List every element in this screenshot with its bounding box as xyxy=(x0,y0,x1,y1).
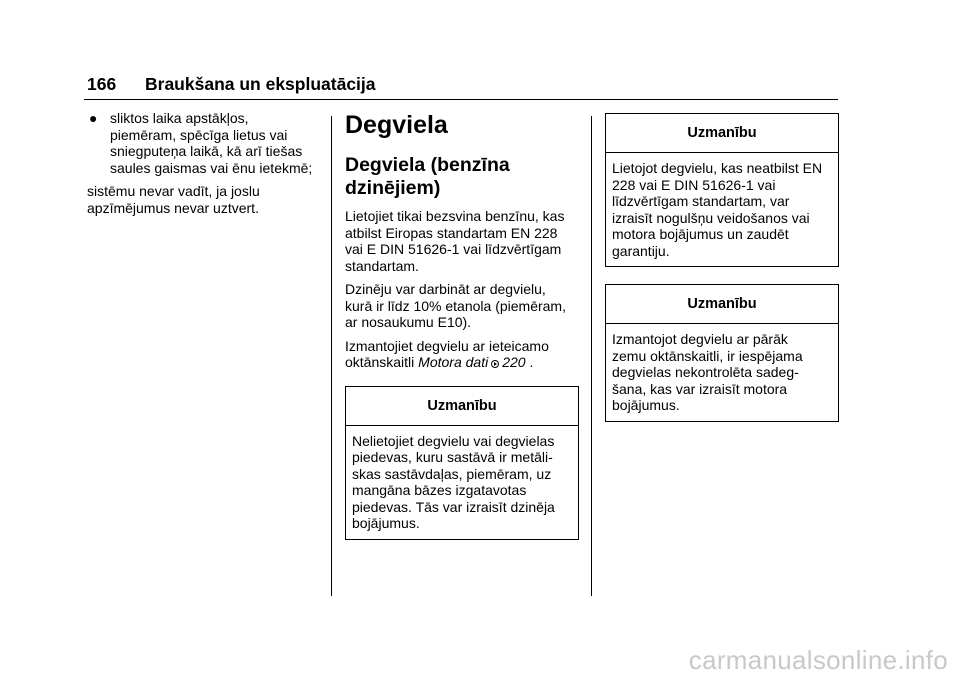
text-line: sniegputeņa laikā, kā arī tiešas xyxy=(110,143,303,159)
text-line: piedevas. Tās var izraisīt dzinēja xyxy=(352,498,555,515)
section-heading: Degviela xyxy=(345,111,448,139)
caution-title: Uzmanību xyxy=(606,114,838,153)
column-right xyxy=(605,113,839,422)
paragraph xyxy=(345,338,580,371)
column-left xyxy=(87,110,325,223)
bullet-icon: ● xyxy=(89,110,98,126)
text-line: zemu oktānskaitli, ir iespējama xyxy=(612,347,803,364)
text-line: Lietojot degvielu, kas neatbilst EN xyxy=(612,160,823,176)
text-fragment: oktānskaitli xyxy=(345,354,419,370)
caution-box xyxy=(605,284,839,422)
text-line: ar nosaukumu E10). xyxy=(345,314,472,330)
subsection-heading xyxy=(345,154,580,200)
text-line: atbilst Eiropas standartam EN 228 xyxy=(345,224,558,241)
page-reference-icon xyxy=(491,360,499,368)
heading-line: Degviela (benzīna xyxy=(345,154,510,176)
text-line: bojājumus. xyxy=(352,515,420,531)
caution-title: Uzmanību xyxy=(346,387,578,426)
paragraph xyxy=(345,281,580,331)
page-number: 166 xyxy=(87,74,117,94)
text-line: sliktos laika apstākļos, xyxy=(110,110,249,126)
text-line: piemēram, spēcīga lietus vai xyxy=(110,126,288,143)
text-line: vai E DIN 51626-1 vai līdzvērtīgam xyxy=(345,241,562,257)
text-line: motora bojājumus un zaudēt xyxy=(612,226,789,242)
bullet-item xyxy=(87,110,325,176)
text-line: kurā ir līdz 10% etanola (piemēram, xyxy=(345,297,566,314)
column-divider-right xyxy=(591,116,592,596)
cross-reference-page[interactable]: 220 xyxy=(502,354,526,370)
text-line: skas sastāvdaļas, piemēram, uz xyxy=(352,465,552,482)
text-line: bojājumus. xyxy=(612,397,680,413)
caution-body xyxy=(606,153,838,266)
paragraph xyxy=(345,208,580,274)
paragraph xyxy=(87,183,325,216)
text-fragment: . xyxy=(525,354,534,370)
text-line: izraisīt nogulšņu veidošanos vai xyxy=(612,209,810,226)
text-line: līdzvērtīgam standartam, var xyxy=(612,193,790,209)
page-header xyxy=(87,74,376,95)
heading-line: dzinējiem) xyxy=(345,177,441,199)
text-line: Nelietojiet degvielu vai degvielas xyxy=(352,432,555,449)
text-line: 228 vai E DIN 51626-1 vai xyxy=(612,176,776,193)
text-line: Izmantojot degvielu ar pārāk xyxy=(612,331,788,347)
text-line: Lietojiet tikai bezsvina benzīnu, kas xyxy=(345,208,565,224)
text-line: degvielas nekontrolēta sadeg- xyxy=(612,364,799,380)
column-middle xyxy=(345,110,580,540)
text-line: mangāna bāzes izgatavotas xyxy=(352,482,527,498)
text-line: garantiju. xyxy=(612,242,670,259)
caution-box xyxy=(345,386,579,540)
caution-title: Uzmanību xyxy=(606,285,838,324)
cross-reference-link[interactable]: Motora dati xyxy=(418,354,489,370)
header-rule xyxy=(84,99,838,100)
text-line: Dzinēju var darbināt ar degvielu, xyxy=(345,281,546,297)
text-line: piedevas, kuru sastāvā ir metāli- xyxy=(352,449,553,465)
caution-box xyxy=(605,113,839,267)
text-line: šana, kas var izraisīt motora xyxy=(612,380,788,397)
caution-body xyxy=(346,426,578,539)
text-line: sistēmu nevar vadīt, ja joslu xyxy=(87,183,260,199)
watermark-text: carmanualsonline.info xyxy=(688,645,948,675)
text-line: standartam. xyxy=(345,257,419,274)
text-line: apzīmējumus nevar uztvert. xyxy=(87,199,259,216)
caution-body xyxy=(606,324,838,421)
text-line: Izmantojiet degvielu ar ieteicamo xyxy=(345,337,549,354)
text-line: saules gaismas vai ēnu ietekmē; xyxy=(110,159,313,176)
section-title: Braukšana un ekspluatācija xyxy=(145,74,376,94)
text-line xyxy=(345,354,580,371)
column-divider-left xyxy=(331,116,332,596)
